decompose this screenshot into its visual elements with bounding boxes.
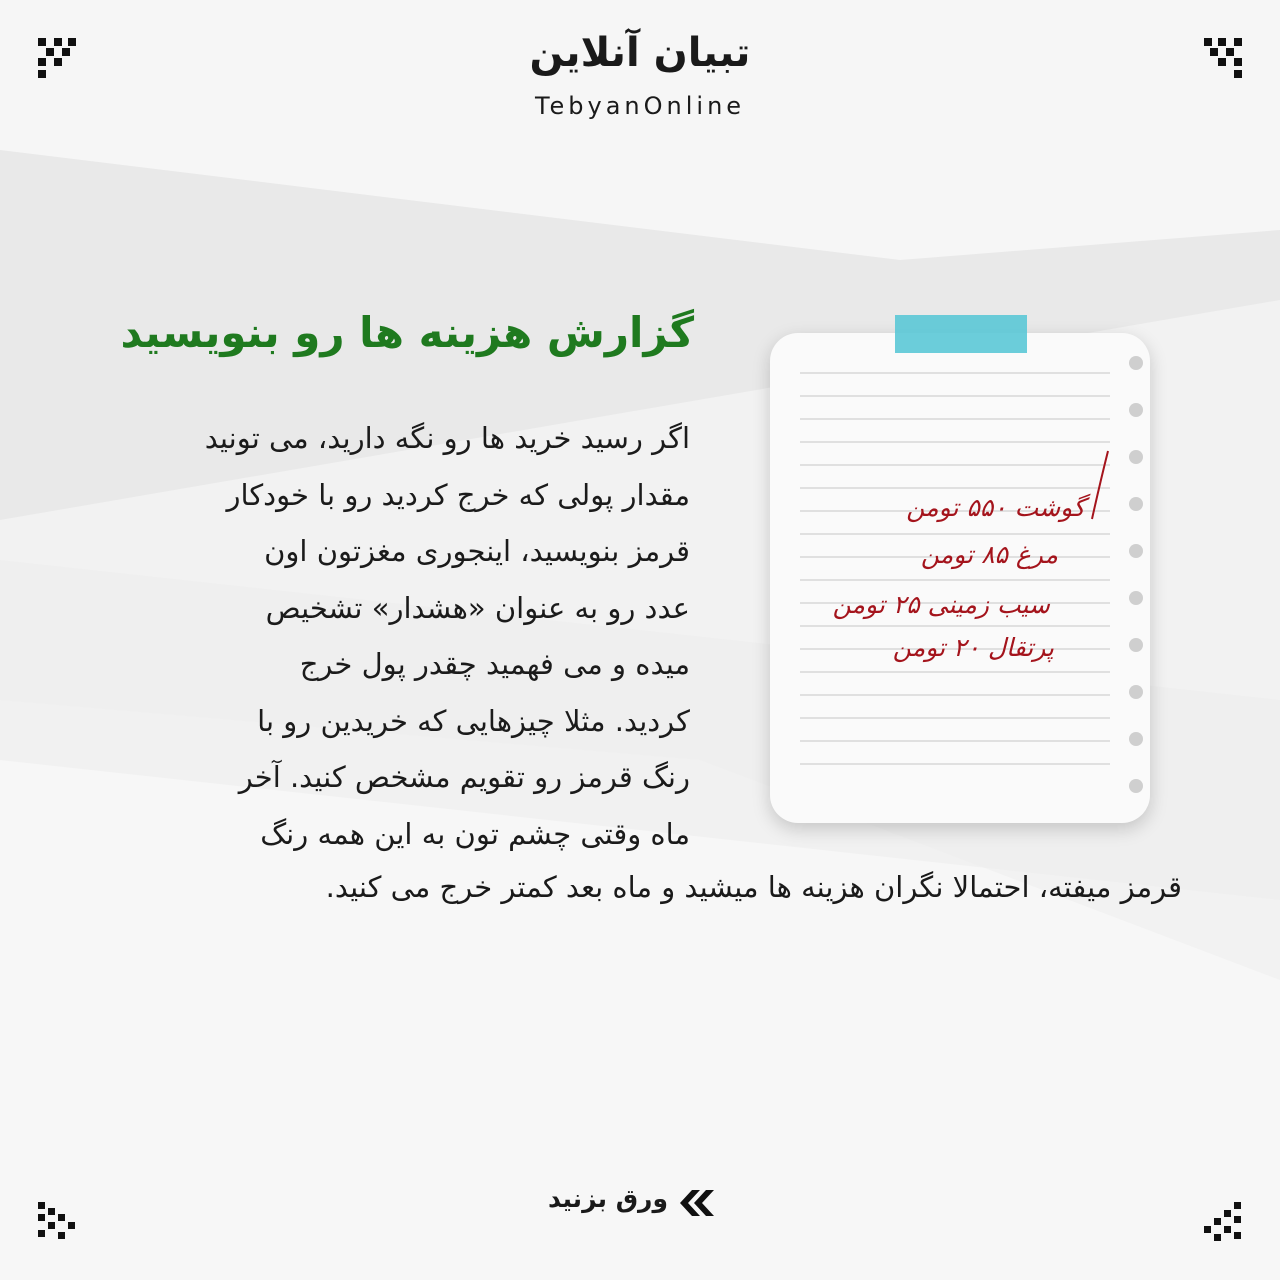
- body-line: ماه وقتی چشم تون به این همه رنگ: [260, 816, 690, 851]
- page-title: گزارش هزینه ها رو بنویسید: [120, 308, 694, 357]
- handwritten-item: گوشت ۵۵۰ تومن: [906, 493, 1085, 522]
- body-line: رنگ قرمز رو تقویم مشخص کنید. آخر: [238, 760, 690, 794]
- double-chevron-icon: [678, 1188, 718, 1218]
- handwritten-item: پرتقال ۲۰ تومن: [892, 633, 1054, 662]
- handwritten-item: مرغ ۸۵ تومن: [920, 540, 1058, 569]
- handwritten-item: سیب زمینی ۲۵ تومن: [832, 590, 1050, 619]
- body-line: عدد رو به عنوان «هشدار» تشخیص: [265, 590, 690, 625]
- notepad-illustration: [770, 333, 1150, 823]
- body-paragraph: [90, 410, 690, 862]
- body-last-line: قرمز میفته، احتمالا نگران هزینه ها میشید و ماه بعد کمتر خرج می کنید.: [325, 870, 1182, 904]
- tape-strip: [895, 315, 1027, 353]
- pixel-pattern-icon: [34, 36, 78, 80]
- brand-logo-english: TebyanOnline: [534, 92, 746, 120]
- next-page-button[interactable]: [548, 1182, 720, 1222]
- notepad-lines: [770, 333, 1150, 823]
- brand-logo-persian: تبیان آنلاین: [529, 30, 751, 76]
- pixel-pattern-icon: [1202, 36, 1246, 80]
- body-line: قرمز بنویسید، اینجوری مغزتون اون: [264, 534, 690, 568]
- pixel-pattern-icon: [34, 1200, 78, 1244]
- pixel-pattern-icon: [1202, 1200, 1246, 1244]
- body-line: مقدار پولی که خرج کردید رو با خودکار: [226, 477, 690, 512]
- body-line: میده و می فهمید چقدر پول خرج: [299, 647, 690, 681]
- next-page-label: ورق بزنید: [548, 1184, 668, 1213]
- body-line: اگر رسید خرید ها رو نگه دارید، می تونید: [204, 421, 690, 455]
- body-line: کردید. مثلا چیزهایی که خریدین رو با: [257, 703, 690, 738]
